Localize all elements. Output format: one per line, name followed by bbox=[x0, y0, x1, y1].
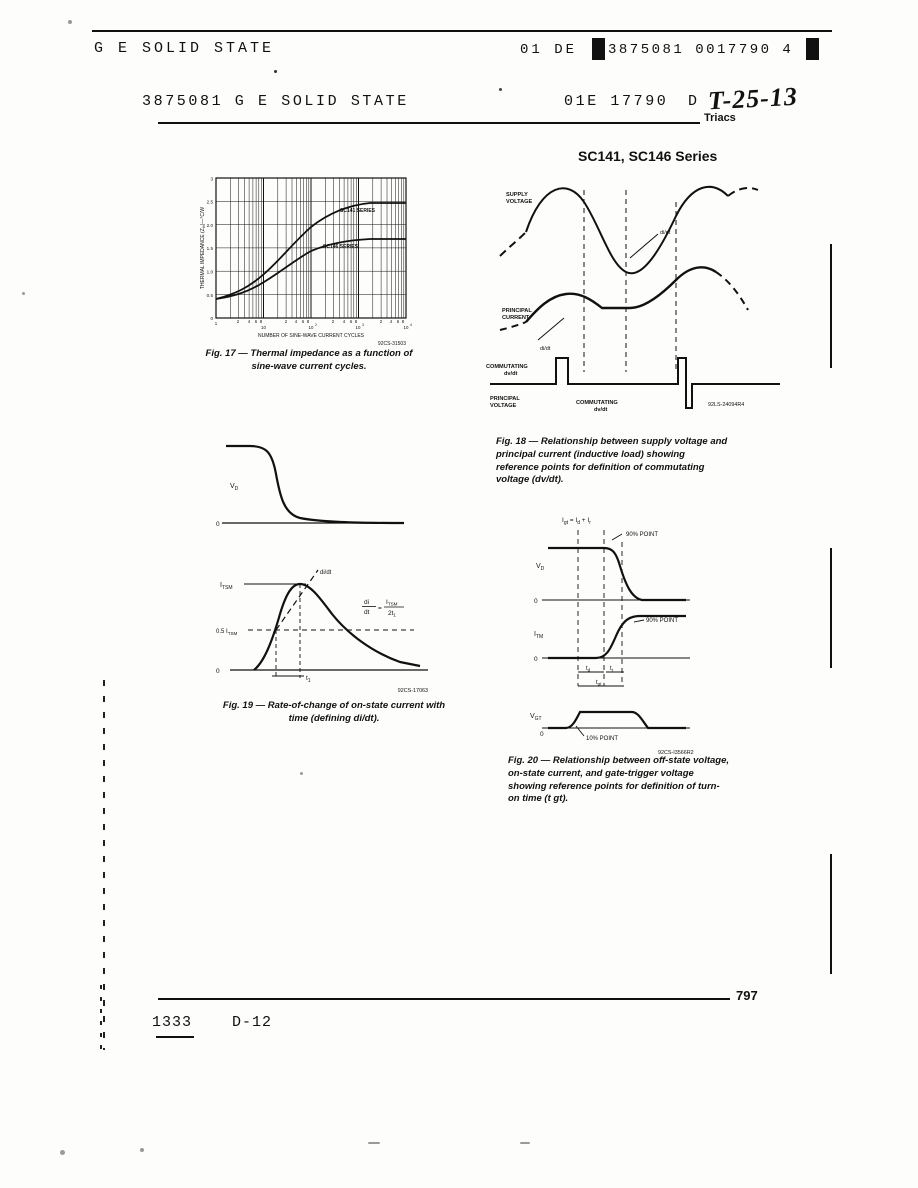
barcode-block-left bbox=[592, 38, 605, 60]
svg-text:3: 3 bbox=[362, 323, 364, 327]
svg-text:10: 10 bbox=[355, 325, 361, 330]
figure-19 bbox=[214, 552, 454, 732]
svg-text:6: 6 bbox=[349, 319, 353, 324]
section-label-triacs: Triacs bbox=[704, 112, 736, 124]
footer-page-number: 797 bbox=[736, 988, 758, 1003]
header-rule bbox=[92, 30, 832, 32]
header-barcode-digits: 3875081 0017790 4 bbox=[608, 42, 794, 58]
speck bbox=[368, 1142, 380, 1144]
subheader-right: 01E 17790 bbox=[564, 93, 669, 110]
svg-text:tgt: $t_{gt}$ bbox=[596, 680, 602, 687]
figure-19-graph bbox=[214, 552, 454, 702]
speck bbox=[22, 292, 25, 295]
svg-text:4: 4 bbox=[294, 319, 298, 324]
subheader-left: 3875081 G E SOLID STATE bbox=[142, 93, 409, 110]
figure-20-graph bbox=[500, 510, 800, 760]
figure-vd-decay bbox=[214, 430, 434, 540]
svg-text:VGT: $V_{GT}$ bbox=[530, 713, 542, 722]
figure-17-graph bbox=[190, 172, 420, 372]
footer-underline bbox=[156, 1036, 194, 1038]
svg-text:4: 4 bbox=[342, 319, 346, 324]
svg-text:THERMAL IMPEDANCE (Zth)—°C/W: THERMAL IMPEDANCE $(Z_{th})—^\circ C/W$ bbox=[200, 206, 206, 290]
footer-section: D-12 bbox=[232, 1014, 273, 1031]
svg-text:8: 8 bbox=[259, 319, 263, 324]
svg-text:dv/dt: dv/dt bbox=[504, 371, 518, 377]
svg-text:6: 6 bbox=[301, 319, 305, 324]
svg-text:COMMUTATING: COMMUTATING bbox=[486, 364, 528, 370]
svg-text:0.5 ITSM: 0.5 $I_{TSM}$ bbox=[216, 629, 238, 636]
barcode-block-right bbox=[806, 38, 819, 60]
svg-text:2: 2 bbox=[284, 319, 288, 324]
margin-rule-2 bbox=[830, 548, 832, 668]
svg-text:2: 2 bbox=[315, 323, 317, 327]
svg-text:dt: dt bbox=[364, 609, 370, 616]
svg-text:6: 6 bbox=[396, 319, 400, 324]
figure-20-caption: Fig. 20 — Relationship between off-state voltage, on-state current, and gate-trigger voltage showing reference points for definition of turn-on time (t gt). bbox=[508, 755, 730, 805]
svg-text:VD: $V_D$ bbox=[230, 483, 239, 492]
svg-text:8: 8 bbox=[401, 319, 405, 324]
header-company: G E SOLID STATE bbox=[94, 40, 275, 57]
svg-text:92CS-I3566R2: 92CS-I3566R2 bbox=[658, 750, 694, 756]
svg-text:VOLTAGE: VOLTAGE bbox=[506, 199, 533, 205]
svg-text:0.5: 0.5 bbox=[206, 293, 213, 298]
svg-text:0: 0 bbox=[534, 598, 538, 605]
figure-18-caption: Fig. 18 — Relationship between supply voltage and principal current (inductive load) showing reference points for definition of commutating voltage (dv/dt). bbox=[496, 436, 728, 486]
footer-doc-number: 1333 bbox=[152, 1014, 193, 1031]
svg-text:92LS-24094R4: 92LS-24094R4 bbox=[708, 402, 745, 408]
speck bbox=[520, 1142, 530, 1144]
figure-17-caption: Fig. 17 — Thermal impedance as a function of sine-wave current cycles. bbox=[205, 348, 413, 372]
svg-text:8: 8 bbox=[306, 319, 310, 324]
vd-decay-graph bbox=[214, 430, 434, 540]
svg-text:t1: $t_1$ bbox=[306, 675, 311, 684]
svg-text:ITSM: $I_{TSM}$ bbox=[220, 582, 233, 591]
svg-text:2t1: $2t_1$ bbox=[388, 610, 396, 618]
svg-text:tr: $t_r$ bbox=[610, 666, 614, 673]
speck bbox=[60, 1150, 65, 1155]
scan-speck-b bbox=[499, 88, 502, 91]
svg-text:0: 0 bbox=[210, 316, 213, 321]
svg-text:di/dt: di/dt bbox=[320, 570, 332, 576]
figure-17 bbox=[190, 172, 420, 372]
margin-dashed-rule bbox=[103, 680, 105, 1050]
svg-text:2.0: 2.0 bbox=[206, 223, 213, 228]
svg-text:10: 10 bbox=[261, 325, 266, 330]
svg-text:1.0: 1.0 bbox=[206, 269, 213, 275]
svg-text:PRINCIPAL: PRINCIPAL bbox=[490, 396, 520, 402]
svg-text:di/dt: di/dt bbox=[540, 346, 551, 352]
svg-text:2: 2 bbox=[379, 319, 383, 324]
svg-text:2: 2 bbox=[236, 319, 240, 324]
svg-text:4: 4 bbox=[247, 319, 251, 324]
svg-text:2.5: 2.5 bbox=[206, 199, 213, 205]
speck bbox=[300, 772, 303, 775]
svg-text:1.5: 1.5 bbox=[206, 246, 213, 251]
footer-bracket bbox=[100, 985, 102, 1051]
svg-text:10% POINT: 10% POINT bbox=[586, 736, 619, 742]
footer-rule bbox=[158, 998, 730, 1000]
svg-text:10: 10 bbox=[308, 325, 314, 330]
figure-20 bbox=[500, 510, 800, 810]
svg-text:VOLTAGE: VOLTAGE bbox=[490, 403, 517, 409]
svg-text:0: 0 bbox=[534, 656, 538, 663]
svg-text:PRINCIPAL: PRINCIPAL bbox=[502, 308, 532, 314]
svg-text:COMMUTATING: COMMUTATING bbox=[576, 400, 618, 406]
svg-text:90% POINT: 90% POINT bbox=[626, 532, 659, 538]
svg-text:8: 8 bbox=[354, 319, 358, 324]
svg-text:90% POINT: 90% POINT bbox=[646, 618, 679, 624]
svg-text:4: 4 bbox=[410, 323, 412, 327]
svg-text:4: 4 bbox=[389, 319, 393, 324]
subheader-d: D bbox=[688, 93, 698, 110]
svg-text:ITM: $I_{TM}$ bbox=[534, 631, 544, 640]
svg-text:92CS-31503: 92CS-31503 bbox=[377, 341, 406, 347]
margin-rule-3 bbox=[830, 854, 832, 974]
margin-rule-1 bbox=[830, 244, 832, 368]
figure-19-caption: Fig. 19 — Rate-of-change of on-state current with time (defining di/dt). bbox=[222, 700, 446, 724]
svg-text:0: 0 bbox=[540, 731, 544, 738]
svg-text:1: 1 bbox=[214, 321, 218, 326]
svg-text:0: 0 bbox=[216, 521, 220, 528]
svg-text:6: 6 bbox=[254, 319, 258, 324]
svg-text:ITSM: $I_{TSM}$ bbox=[386, 599, 398, 607]
svg-text:VD: $V_D$ bbox=[536, 563, 545, 572]
svg-text:dv/dt: dv/dt bbox=[594, 407, 608, 413]
speck bbox=[68, 20, 72, 24]
svg-text:CURRENT: CURRENT bbox=[502, 315, 530, 321]
header-mid-code: 01 DE bbox=[520, 42, 578, 58]
svg-text:SC141 SERIES: SC141 SERIES bbox=[340, 208, 376, 214]
handwritten-annotation: T-25-13 bbox=[707, 81, 799, 116]
svg-text:Igt = Id + Ir: $I_{gt} = I_d + I_r$ bbox=[562, 517, 591, 526]
page-title: SC141, SC146 Series bbox=[578, 148, 718, 164]
scan-speck-a bbox=[274, 70, 277, 73]
svg-text:3: 3 bbox=[210, 176, 213, 182]
svg-text:td: $t_d$ bbox=[586, 666, 591, 673]
svg-text:di/dt: di/dt bbox=[660, 230, 671, 236]
svg-text:SUPPLY: SUPPLY bbox=[506, 192, 528, 198]
svg-text:=: = bbox=[378, 605, 382, 612]
figure-18-graph bbox=[480, 172, 810, 442]
speck bbox=[140, 1148, 144, 1152]
svg-text:92CS-17063: 92CS-17063 bbox=[397, 688, 428, 694]
svg-text:NUMBER OF SINE-WAVE CURRENT CY: NUMBER OF SINE-WAVE CURRENT CYCLES bbox=[257, 333, 365, 339]
svg-text:10: 10 bbox=[403, 325, 409, 330]
svg-text:2: 2 bbox=[331, 319, 335, 324]
figure-18 bbox=[480, 172, 810, 492]
svg-text:SC146 SERIES: SC146 SERIES bbox=[323, 244, 359, 250]
svg-text:0: 0 bbox=[216, 668, 220, 675]
svg-text:di: di bbox=[364, 599, 370, 606]
subheader-rule bbox=[158, 122, 700, 124]
